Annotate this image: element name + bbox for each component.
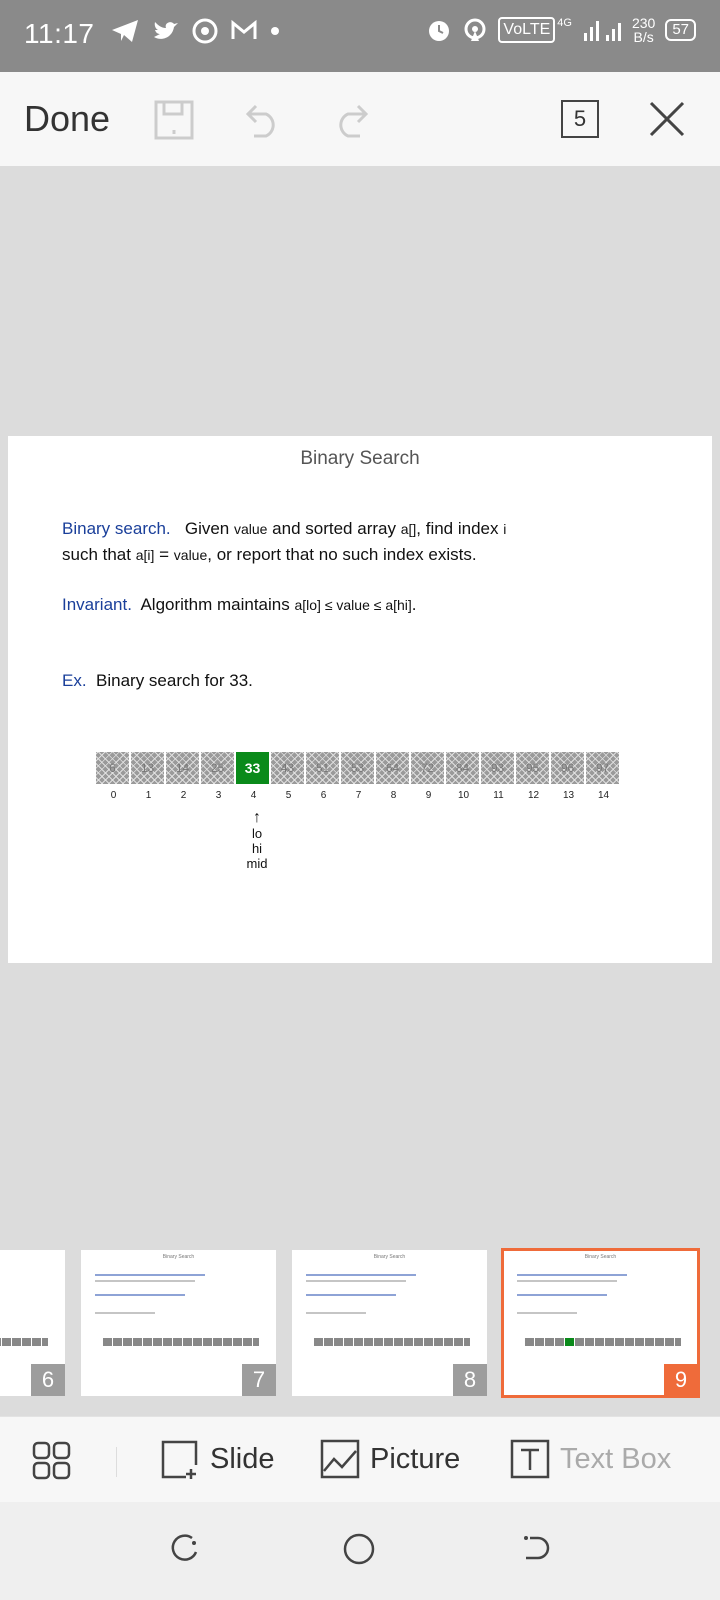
slide-thumbnail-9[interactable]: [503, 1250, 698, 1396]
array-cell: 84: [446, 752, 479, 784]
array-cell: 25: [201, 752, 234, 784]
array-strip: [96, 752, 621, 786]
array-index-label: 9: [425, 790, 432, 801]
thumb-title: Binary Search: [373, 1254, 406, 1260]
array-index-label: 13: [562, 790, 575, 801]
dot-icon: [270, 26, 280, 36]
action-divider: [116, 1447, 117, 1477]
alarm-icon: [426, 17, 452, 43]
thumb-number: 9: [664, 1364, 698, 1396]
slide-canvas[interactable]: [8, 436, 712, 963]
chrome-icon: [192, 18, 218, 44]
picture-icon: [320, 1439, 360, 1479]
array-cell: 14: [166, 752, 199, 784]
net-speed: 230 B/s: [631, 15, 656, 45]
array-index-label: 6: [320, 790, 327, 801]
slide-title: Binary Search: [300, 448, 420, 469]
undo-icon[interactable]: [244, 100, 282, 138]
system-indicators: [426, 16, 696, 44]
thumb-array: [314, 1338, 470, 1346]
layout-grid-icon[interactable]: [32, 1441, 72, 1481]
invariant-text: Invariant. Algorithm maintains a[lo] ≤ value ≤ a[hi].: [62, 595, 417, 614]
array-cell: 64: [376, 752, 409, 784]
gmail-icon: [230, 19, 258, 43]
thumb-line: [95, 1294, 185, 1296]
slide-thumbnail-7[interactable]: [81, 1250, 276, 1396]
redo-icon[interactable]: [332, 100, 370, 138]
thumb-title: Binary Search: [584, 1254, 617, 1260]
array-index-label: 12: [527, 790, 540, 801]
array-cell: 97: [586, 752, 619, 784]
network-generation: 4G: [557, 17, 572, 29]
array-index-label: 4: [250, 790, 257, 801]
array-index-label: 7: [355, 790, 362, 801]
array-indices: [96, 790, 621, 801]
bottom-action-bar: [0, 1416, 720, 1503]
array-index-label: 5: [285, 790, 292, 801]
array-cell: 96: [551, 752, 584, 784]
add-slide-icon: [160, 1439, 200, 1479]
binary-search-definition: Binary search. Given value and sorted array a[], find index i such that a[i] = value, or report that no such index exists.: [62, 519, 507, 564]
array-index-label: 11: [493, 790, 504, 801]
thumb-line: [306, 1312, 366, 1314]
twitter-icon: [152, 19, 180, 43]
slide-thumbnail-strip[interactable]: [0, 1230, 720, 1400]
back-nav-icon[interactable]: [520, 1532, 552, 1564]
thumb-array: [525, 1338, 681, 1346]
array-index-label: 2: [180, 790, 187, 801]
array-index-label: 14: [597, 790, 610, 801]
notification-icons: [110, 18, 280, 44]
thumb-highlight: [565, 1338, 574, 1346]
thumb-title: Binary Search: [162, 1254, 195, 1260]
status-bar: [0, 0, 720, 72]
insert-picture-button[interactable]: Picture: [320, 1439, 460, 1479]
array-cell: 53: [341, 752, 374, 784]
thumb-line: [517, 1312, 577, 1314]
thumb-line: [95, 1274, 205, 1276]
signal-icon: [582, 19, 622, 41]
telegram-icon: [110, 18, 140, 44]
thumb-title: [0, 1254, 65, 1260]
hotspot-icon: [462, 17, 488, 43]
recents-nav-icon[interactable]: [168, 1532, 200, 1564]
example-text: Ex. Binary search for 33.: [62, 671, 253, 690]
slide-thumbnail-6[interactable]: [0, 1250, 65, 1396]
thumb-line: [306, 1280, 406, 1282]
system-nav-bar: [0, 1502, 720, 1600]
array-cell: 93: [481, 752, 514, 784]
save-icon[interactable]: [154, 100, 194, 140]
volte-badge: VoLTE: [498, 17, 555, 43]
thumb-array: [0, 1338, 48, 1346]
textbox-icon: [510, 1439, 550, 1479]
array-cell: 13: [131, 752, 164, 784]
thumb-number: 6: [31, 1364, 65, 1396]
thumb-line: [95, 1312, 155, 1314]
done-button[interactable]: Done: [24, 98, 111, 139]
thumb-line: [95, 1280, 195, 1282]
thumb-line: [517, 1274, 627, 1276]
slide-thumbnail-8[interactable]: [292, 1250, 487, 1396]
array-cell: 72: [411, 752, 444, 784]
array-index-label: 1: [145, 790, 152, 801]
array-cell: 33: [236, 752, 269, 784]
thumb-number: 7: [242, 1364, 276, 1396]
thumb-line: [517, 1294, 607, 1296]
thumb-array: [103, 1338, 259, 1346]
array-index-label: 0: [110, 790, 117, 801]
slide-count-button[interactable]: 5: [561, 100, 599, 138]
thumb-line: [306, 1294, 396, 1296]
array-index-label: 8: [390, 790, 397, 801]
array-cell: 95: [516, 752, 549, 784]
array-index-label: 10: [457, 790, 470, 801]
array-cell: 51: [306, 752, 339, 784]
home-nav-icon[interactable]: [342, 1532, 376, 1566]
editor-toolbar: [0, 72, 720, 166]
add-slide-button[interactable]: Slide: [160, 1439, 275, 1479]
array-index-label: 3: [215, 790, 222, 801]
array-cell: 6: [96, 752, 129, 784]
battery-level: 57: [665, 19, 696, 41]
status-time: 11:17: [24, 18, 95, 49]
array-cell: 43: [271, 752, 304, 784]
thumb-line: [517, 1280, 617, 1282]
thumb-number: 8: [453, 1364, 487, 1396]
insert-textbox-button[interactable]: Text Box: [510, 1439, 671, 1479]
pointer-label: ↑ lo hi mid: [246, 809, 268, 871]
thumb-line: [306, 1274, 416, 1276]
close-icon[interactable]: [648, 100, 686, 138]
